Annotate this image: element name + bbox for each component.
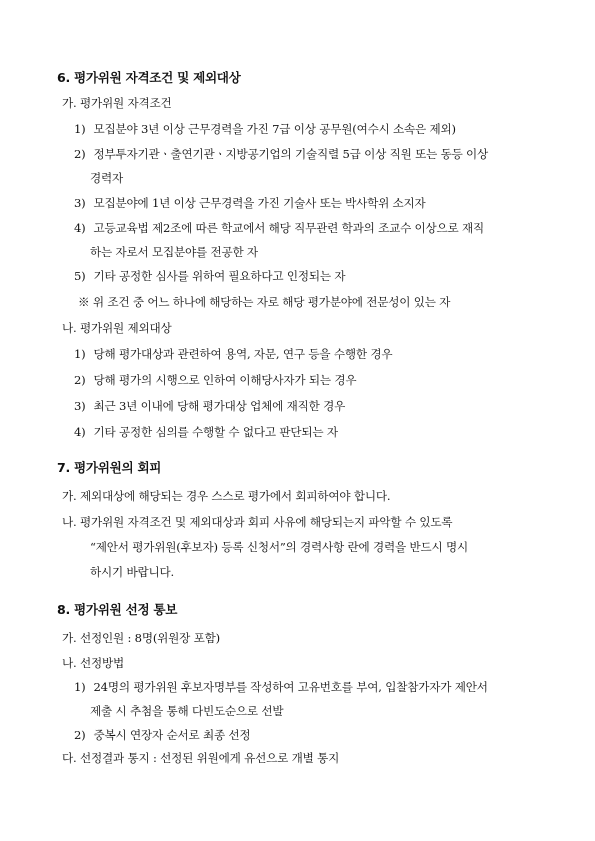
section-6-heading: 6. 평가위원 자격조건 및 제외대상	[57, 70, 241, 85]
section-6-sub-a: 가. 평가위원 자격조건	[62, 96, 172, 110]
qualification-item-4-cont: 하는 자로서 모집분야를 전공한 자	[90, 245, 258, 259]
exclusion-item-3	[74, 398, 345, 414]
qualification-item-2-cont: 경력자	[90, 171, 123, 185]
method-item-2	[74, 727, 250, 743]
exclusion-item-1	[74, 346, 392, 362]
item-text: 중복시 연장자 순서로 최종 선정	[93, 728, 251, 742]
item-text: 최근 3년 이내에 당해 평가대상 업체에 재직한 경우	[93, 399, 346, 413]
qualification-item-5	[74, 268, 345, 284]
item-text: 기타 공정한 심사를 위하여 필요하다고 인정되는 자	[93, 269, 346, 283]
item-text: 기타 공정한 심의를 수행할 수 없다고 판단되는 자	[93, 425, 338, 439]
section-6-sub-b: 나. 평가위원 제외대상	[62, 321, 172, 335]
section-7-item-a: 가. 제외대상에 해당되는 경우 스스로 평가에서 회피하여야 합니다.	[62, 489, 391, 503]
item-number: 3)	[74, 399, 86, 413]
qualification-item-3	[74, 195, 426, 211]
section-7-item-b-cont-1: “제안서 평가위원(후보자) 등록 신청서”의 경력사항 란에 경력을 반드시 명시	[90, 540, 468, 554]
method-item-1-cont: 제출 시 추첨을 통해 다빈도순으로 선발	[90, 704, 284, 718]
item-text: 정부투자기관ㆍ출연기관ㆍ지방공기업의 기술직렬 5급 이상 직원 또는 동등 이상	[93, 147, 489, 161]
exclusion-item-4	[74, 424, 338, 440]
item-number: 1)	[74, 122, 86, 136]
section-7-heading: 7. 평가위원의 회피	[57, 460, 162, 475]
item-text: 모집분야에 1년 이상 근무경력을 가진 기술사 또는 박사학위 소지자	[93, 196, 426, 210]
item-text: 당해 평가의 시행으로 인하여 이해당사자가 되는 경우	[93, 373, 357, 387]
section-8-item-b: 나. 선정방법	[62, 656, 124, 670]
exclusion-item-2	[74, 372, 356, 388]
method-item-1	[74, 679, 488, 695]
item-number: 2)	[74, 728, 86, 742]
item-number: 4)	[74, 221, 86, 235]
section-8-heading: 8. 평가위원 선정 통보	[57, 602, 178, 617]
item-number: 3)	[74, 196, 86, 210]
section-8-item-a: 가. 선정인원 : 8명(위원장 포함)	[62, 631, 220, 645]
item-number: 2)	[74, 147, 86, 161]
item-number: 4)	[74, 425, 86, 439]
item-text: 당해 평가대상과 관련하여 용역, 자문, 연구 등을 수행한 경우	[93, 347, 393, 361]
section-8-item-c: 다. 선정결과 통지 : 선정된 위원에게 유선으로 개별 통지	[62, 751, 340, 765]
qualification-item-2	[74, 146, 488, 162]
qualification-item-4	[74, 220, 484, 236]
qualification-item-1	[74, 121, 456, 137]
item-number: 2)	[74, 373, 86, 387]
item-text: 고등교육법 제2조에 따른 학교에서 해당 직무관련 학과의 조교수 이상으로 재직	[93, 221, 485, 235]
qualification-note: ※ 위 조건 중 어느 하나에 해당하는 자로 해당 평가분야에 전문성이 있는 자	[78, 295, 451, 309]
item-text: 24명의 평가위원 후보자명부를 작성하여 고유번호를 부여, 입찰참가자가 제안서	[93, 680, 488, 694]
item-number: 5)	[74, 269, 86, 283]
item-text: 모집분야 3년 이상 근무경력을 가진 7급 이상 공무원(여수시 소속은 제외)	[93, 122, 456, 136]
section-7-item-b-cont-2: 하시기 바랍니다.	[90, 565, 174, 579]
item-number: 1)	[74, 347, 86, 361]
item-number: 1)	[74, 680, 86, 694]
section-7-item-b: 나. 평가위원 자격조건 및 제외대상과 회피 사유에 해당되는지 파악할 수 있도록	[62, 515, 453, 529]
